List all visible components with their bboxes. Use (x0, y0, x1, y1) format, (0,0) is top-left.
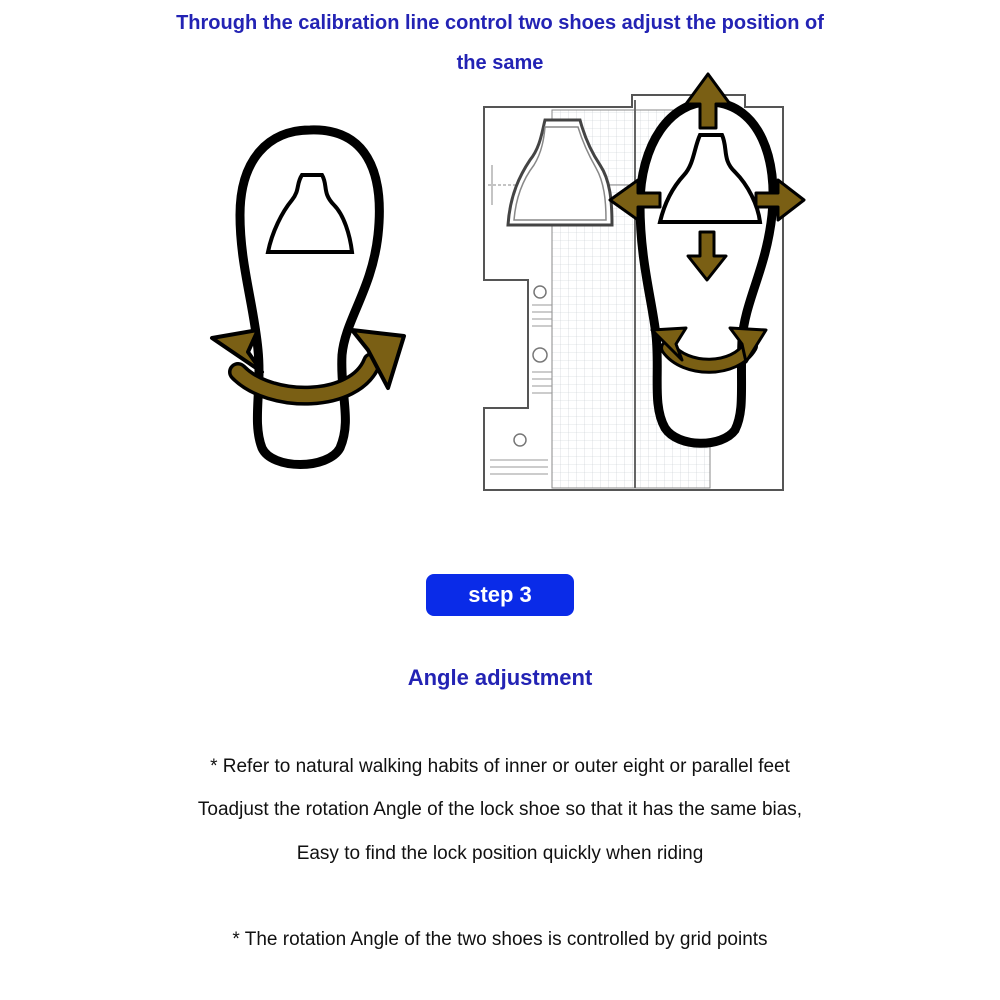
step-badge: step 3 (426, 574, 574, 616)
body-line-4: * The rotation Angle of the two shoes is controlled by grid points (232, 929, 768, 950)
header-line-2: the same (456, 52, 544, 74)
section-title: Angle adjustment (407, 665, 593, 690)
shoe-calibration-figure (0, 60, 1000, 520)
body-line-3: Easy to find the lock position quickly when riding (296, 843, 704, 864)
left-shoe-sole (240, 130, 379, 465)
body-line-1: * Refer to natural walking habits of inner or outer eight or parallel feet (210, 756, 790, 777)
body-line-2: Toadjust the rotation Angle of the lock shoe so that it has the same bias, (197, 799, 803, 820)
header-line-1: Through the calibration line control two shoes adjust the position of (176, 12, 824, 34)
